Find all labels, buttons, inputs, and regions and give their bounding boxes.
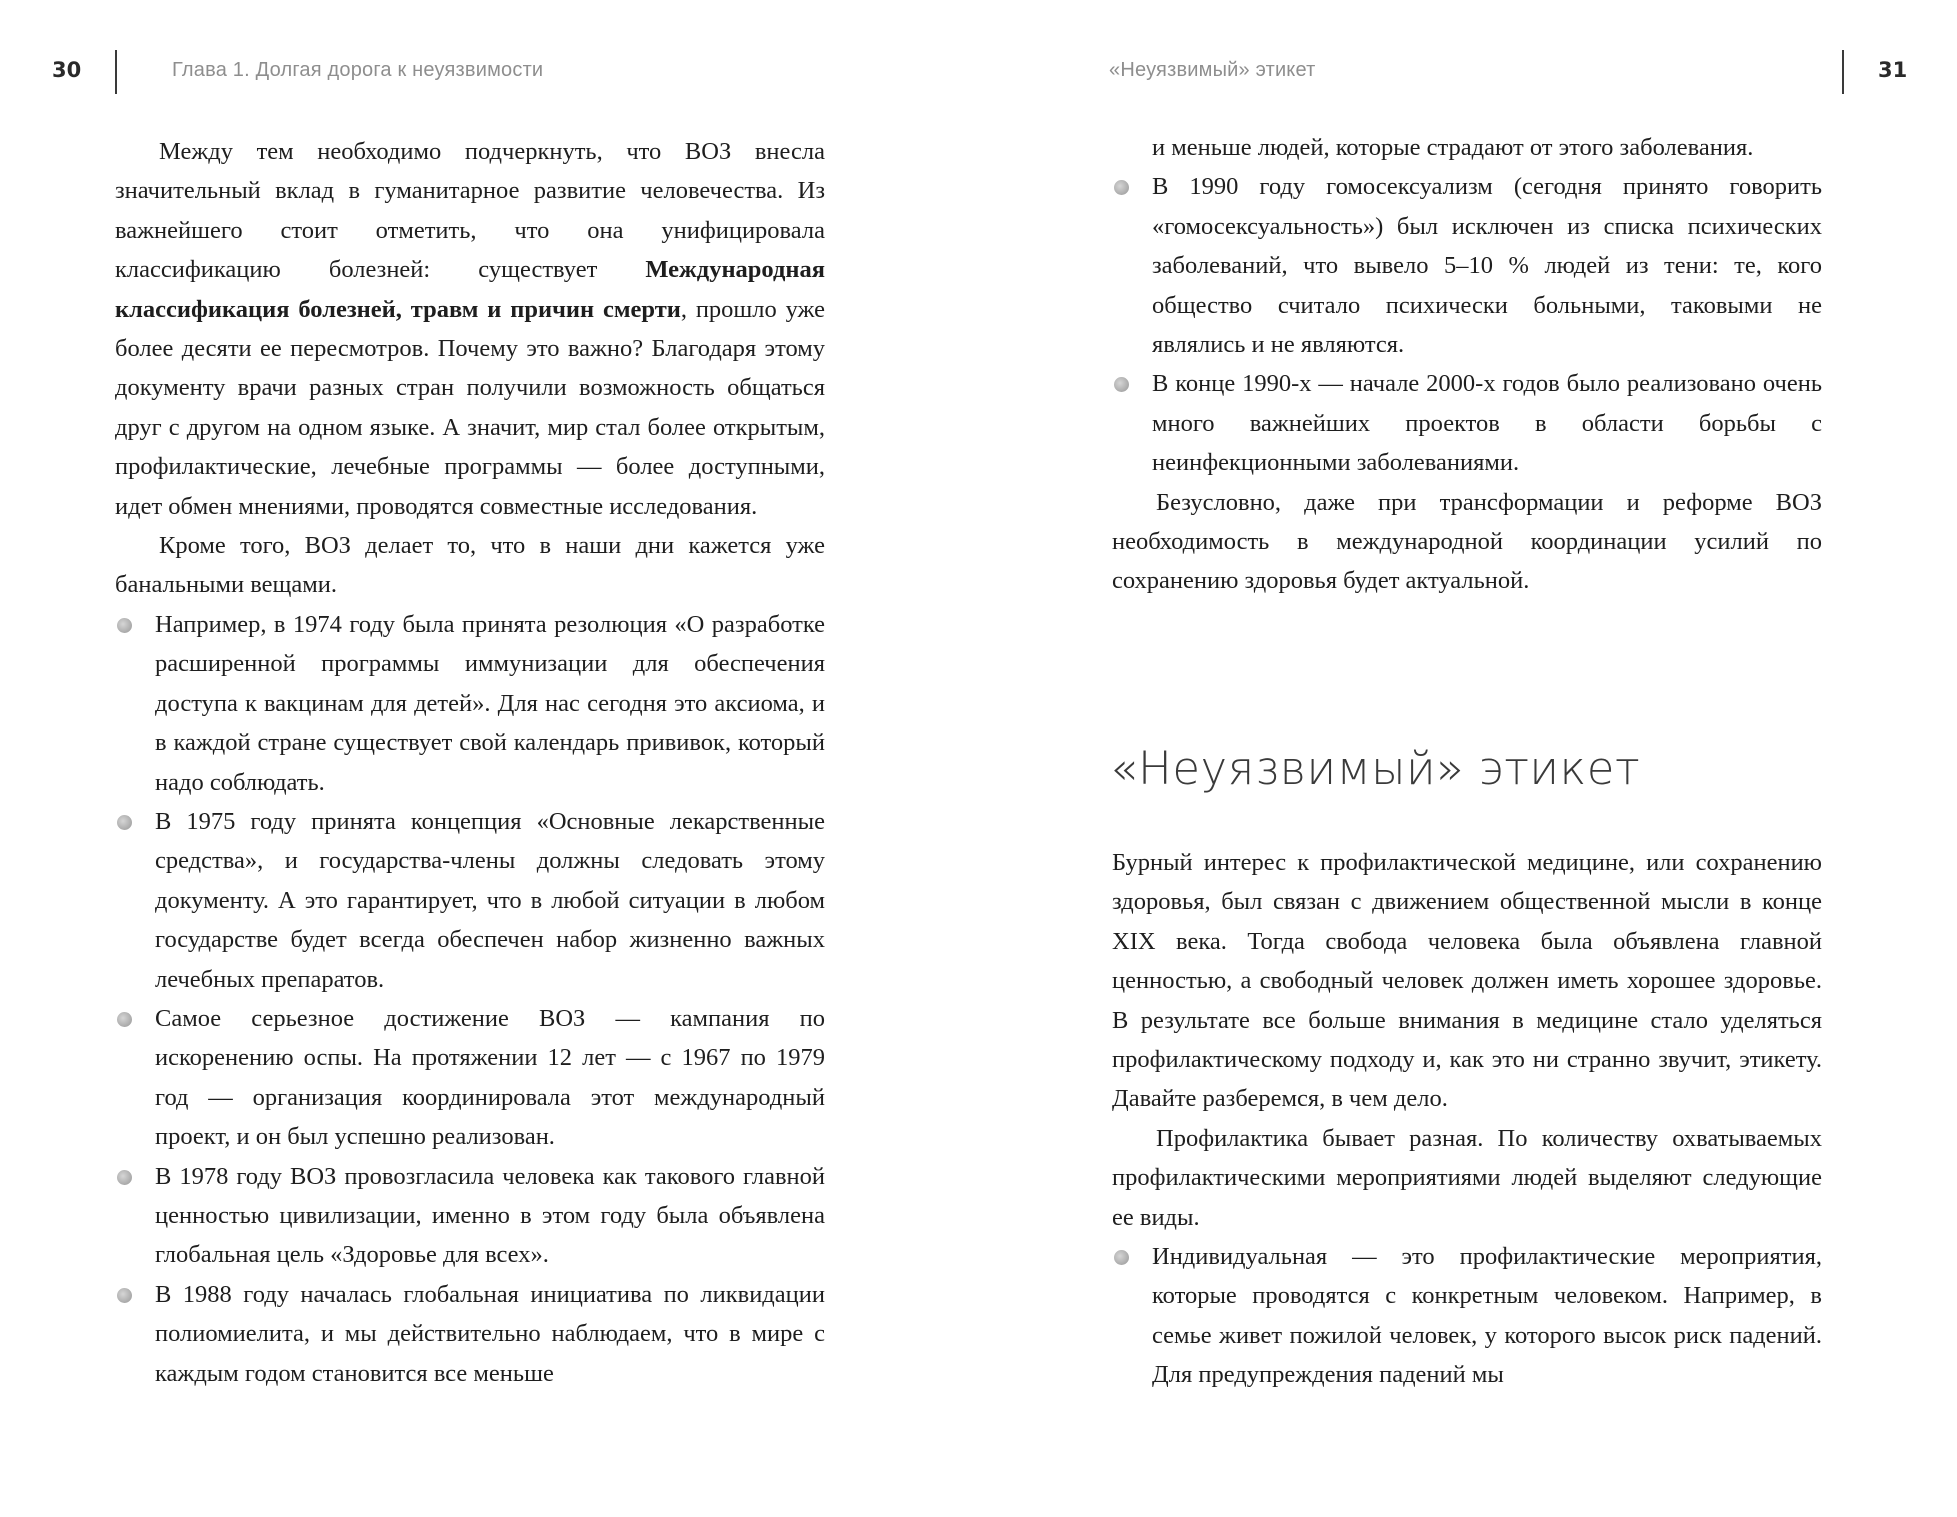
list-item	[115, 802, 825, 999]
bullet-list	[115, 605, 825, 1393]
bullet-icon	[1114, 180, 1129, 195]
list-item-text: В 1978 году ВОЗ провозгласила человека как такового главной ценностью цивилизации, именно в этом году была объявлена глобальная цель «Здоровье для всех».	[155, 1162, 825, 1269]
bullet-list	[1112, 1237, 1822, 1395]
bold-term: Международная классификация болезней, травм и причин смерти	[115, 256, 825, 323]
bullet-icon	[117, 1288, 132, 1303]
list-item	[1112, 364, 1822, 482]
paragraph-text: Между тем необходимо подчеркнуть, что ВОЗ внесла значительный вклад в гуманитарное развитие человечества. Из важнейшего стоит отметить, что она унифицировала классификацию болезней: существует	[115, 138, 825, 284]
paragraph: Профилактика бывает разная. По количеству охватываемых профилактическими мероприятиями людей выделяют следующие ее виды.	[1112, 1124, 1822, 1231]
page-number-left: 30	[52, 58, 82, 82]
list-item-text: В 1988 году началась глобальная инициатива по ликвидации полиомиелита, и мы действительно наблюдаем, что в мире с каждым годом становится все меньше	[155, 1280, 825, 1387]
bullet-icon	[1114, 377, 1129, 392]
bullet-icon	[117, 815, 132, 830]
list-item	[115, 1157, 825, 1275]
header-rule-right	[1842, 50, 1844, 94]
list-item-text: В конце 1990-х — начале 2000-х годов было реализовано очень много важнейших проектов в области борьбы с неинфекционными заболеваниями.	[1152, 370, 1822, 477]
running-head-left: Глава 1. Долгая дорога к неуязвимости	[172, 59, 544, 81]
paragraph: Кроме того, ВОЗ делает то, что в наши дни кажется уже банальными вещами.	[115, 532, 825, 599]
paragraph-text: , прошло уже более десяти ее пересмотров. Почему это важно? Благодаря этому документу врачи разных стран получили возможность общаться друг с другом на одном языке. А значит, мир стал более открытым, профилактические, лечебные программы — более доступными, идет обмен мнениями, проводятся совместные исследования.	[115, 295, 826, 520]
list-item	[115, 1275, 825, 1393]
section-title: «Неуязвимый» этикет	[1110, 742, 1641, 795]
left-page-body	[115, 132, 825, 1393]
bullet-list	[1112, 167, 1822, 482]
list-item-text: Самое серьезное достижение ВОЗ — кампания по искоренению оспы. На протяжении 12 лет — с 1967 по 1979 год — организация координировала этот международный проект, и он был успешно реализован.	[155, 1004, 825, 1151]
list-item	[115, 999, 825, 1157]
list-item-continuation: и меньше людей, которые страдают от этого заболевания.	[1152, 134, 1754, 161]
paragraph	[115, 132, 825, 526]
header-rule-left	[115, 50, 117, 94]
bullet-icon	[117, 618, 132, 633]
list-item-text: Например, в 1974 году была принята резолюция «О разработке расширенной программы иммунизации для обеспечения доступа к вакцинам для детей». Для нас сегодня это аксиома, и в каждой стране существует свой календарь прививок, который надо соблюдать.	[155, 610, 825, 796]
list-item-text: В 1990 году гомосексуализм (сегодня принято говорить «гомосексуальность») был исключен из списка психических заболеваний, что вывело 5–10 % людей из тени: те, кого общество считало психически больными, таковыми не являлись и не являются.	[1152, 173, 1822, 359]
right-page-body-top	[1112, 128, 1822, 601]
right-page-body-section	[1112, 843, 1822, 1395]
list-item-text: В 1975 году принята концепция «Основные лекарственные средства», и государства-члены должны следовать этому документу. А это гарантирует, что в любой ситуации в любом государстве будет всегда обеспечен набор жизненно важных лечебных препаратов.	[155, 807, 825, 993]
list-item-text: Индивидуальная — это профилактические мероприятия, которые проводятся с конкретным человеком. Например, в семье живет пожилой человек, у которого высок риск падений. Для предупреждения падений мы	[1152, 1243, 1822, 1389]
bullet-icon	[117, 1170, 132, 1185]
list-item	[115, 605, 825, 802]
paragraph: Бурный интерес к профилактической медицине, или сохранению здоровья, был связан с движением общественной мысли в конце XIX века. Тогда свобода человека была объявлена главной ценностью, а свободный человек должен иметь хорошее здоровье. В результате все больше внимания в медицине стало уделяться профилактическому подходу и, как это ни странно звучит, этикету. Давайте разберемся, в чем дело.	[1112, 849, 1822, 1113]
list-item	[1112, 1237, 1822, 1395]
bullet-icon	[117, 1012, 132, 1027]
list-item	[1112, 167, 1822, 364]
paragraph: Безусловно, даже при трансформации и реформе ВОЗ необходимость в международной координации усилий по сохранению здоровья будет актуальной.	[1112, 488, 1822, 595]
bullet-icon	[1114, 1250, 1129, 1265]
page-number-right: 31	[1878, 58, 1908, 82]
running-head-right: «Неуязвимый» этикет	[1109, 59, 1316, 81]
